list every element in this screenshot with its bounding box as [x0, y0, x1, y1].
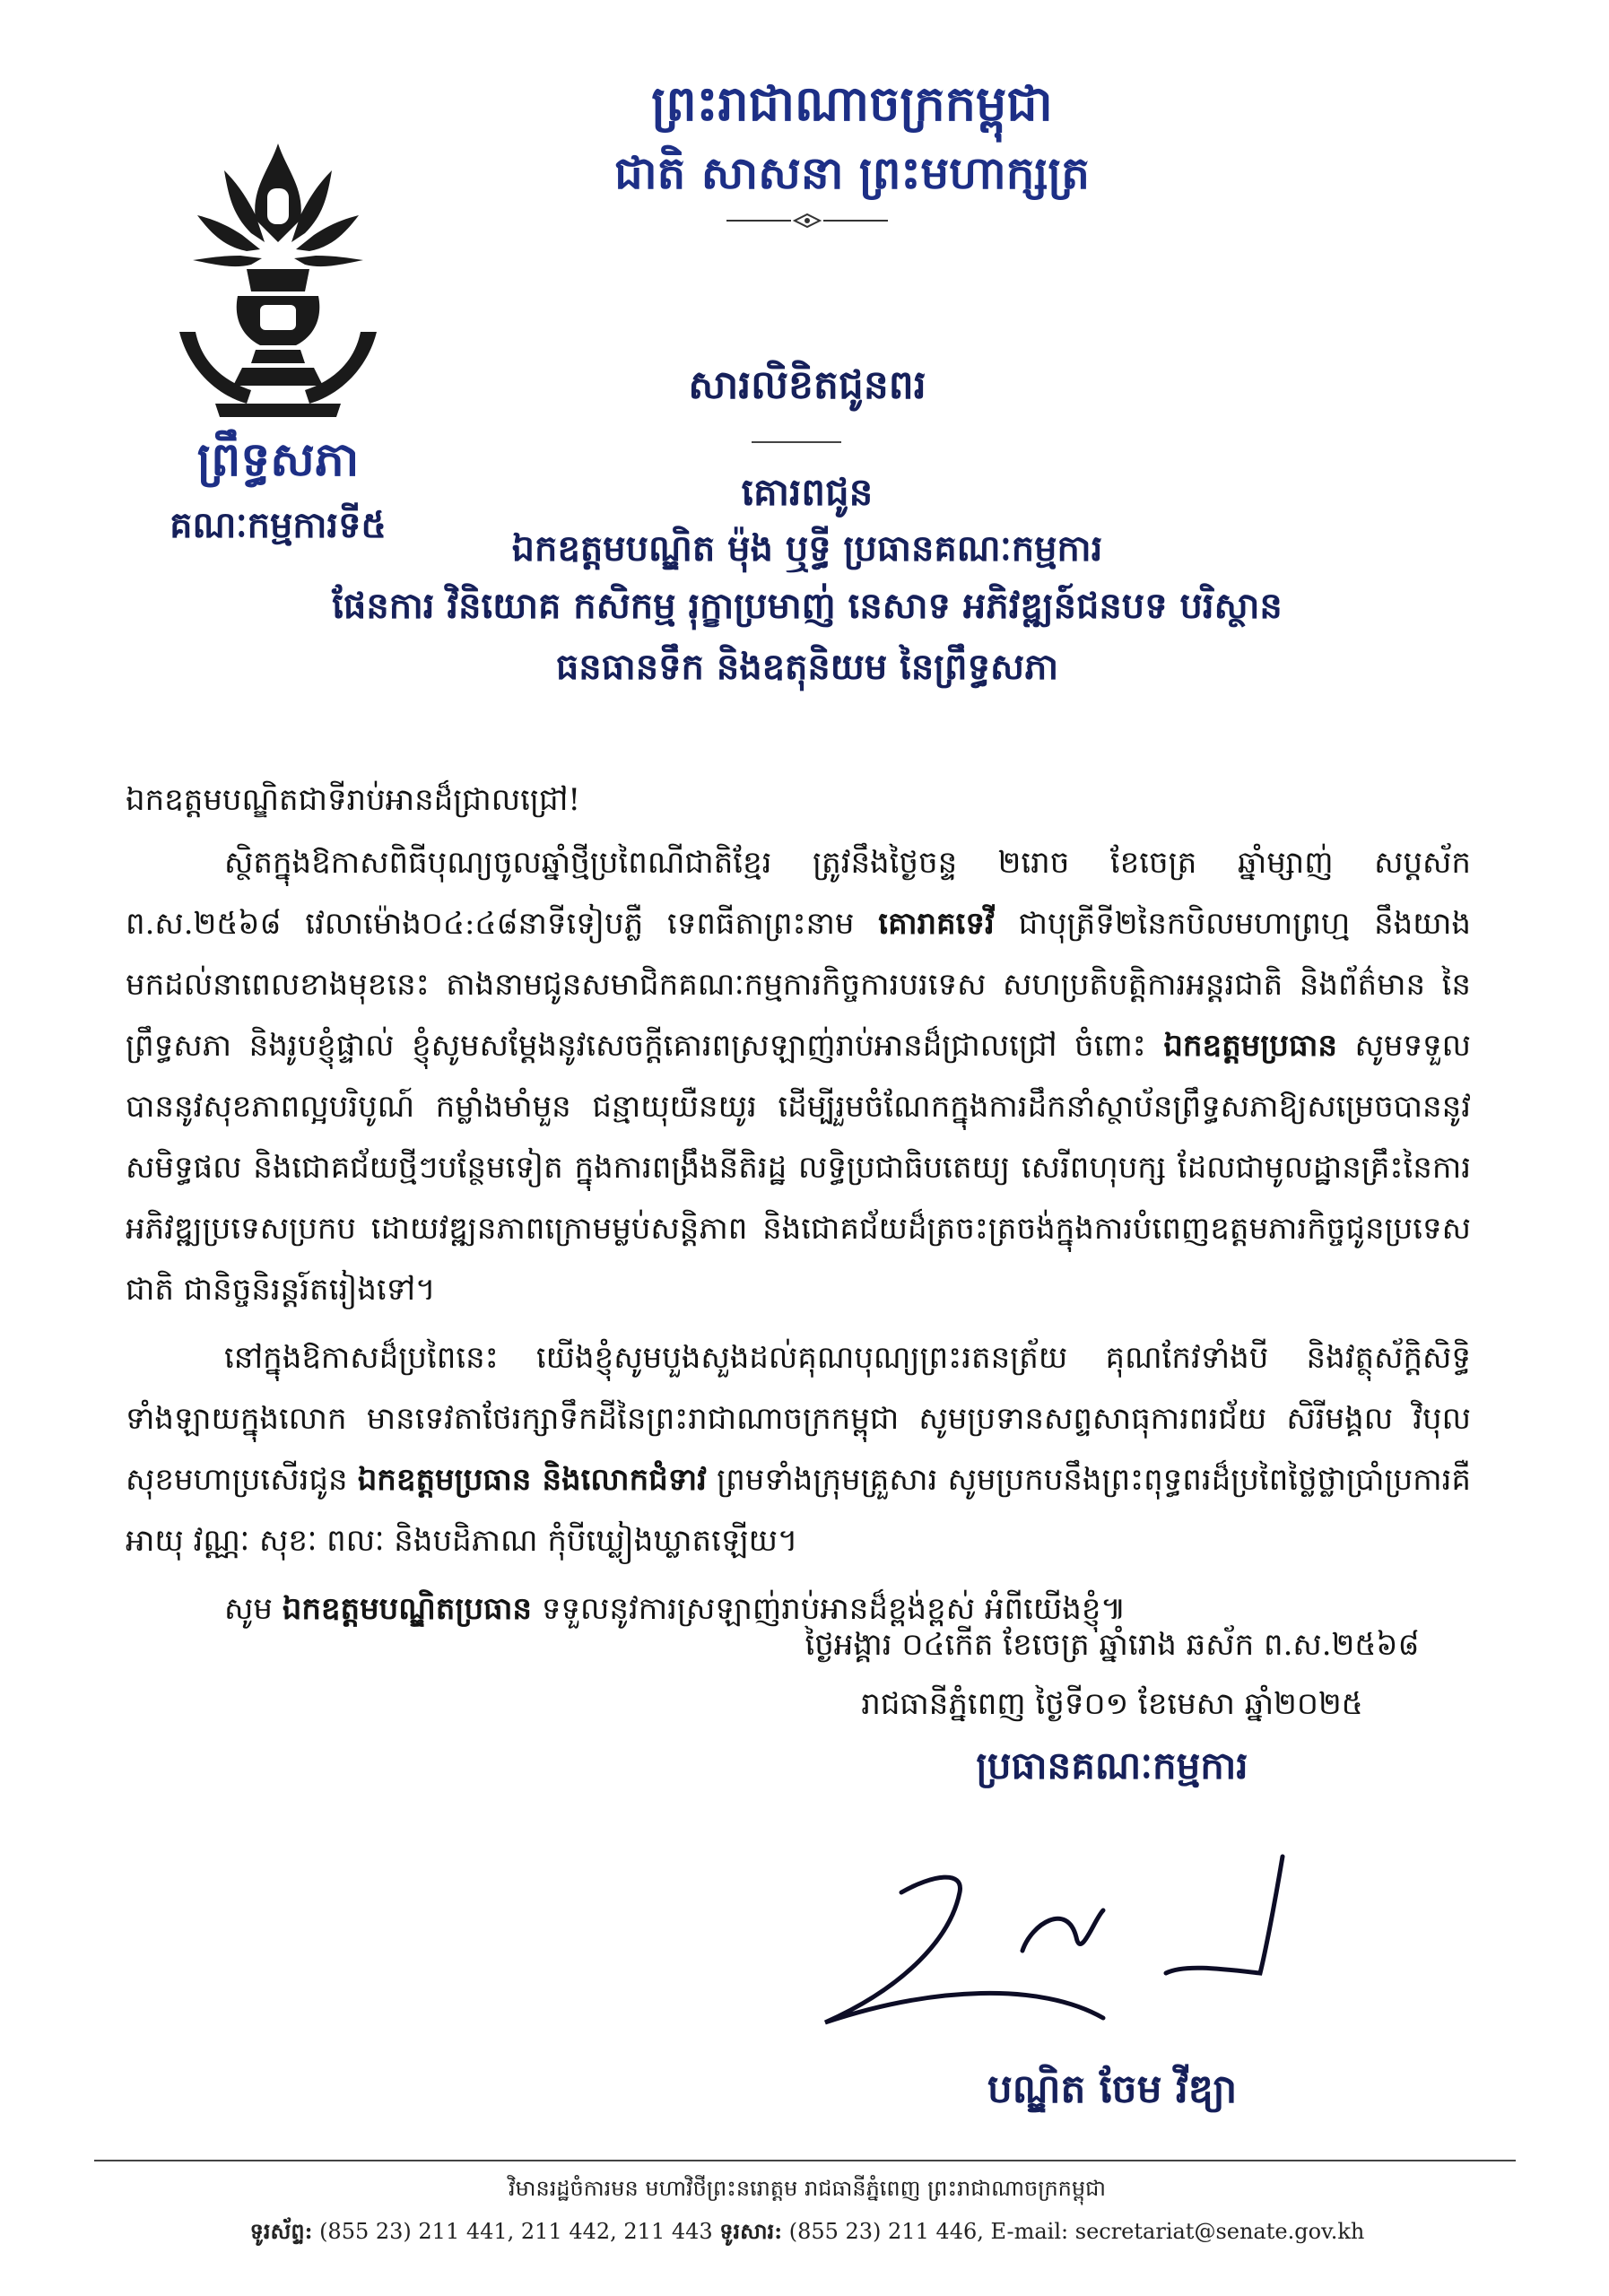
p1-recipient-ref: ឯកឧត្តមប្រធាន [1163, 1028, 1337, 1064]
p2-text-c: ព្រមទាំងក្រុមគ្រួសារ សូមប្រកបនឹងព្រះពុទ្ធពរដ៏ប្រពៃថ្លៃថ្លាប្រាំប្រការគឺ អាយុ វណ្ណៈ សុខៈ ពលៈ និងបដិភាណ កុំបីឃ្លៀងឃ្លាតឡើយ។ [126, 1462, 1471, 1559]
commission-name: គណៈកម្មការទី៥ [170, 504, 387, 546]
title-underline [752, 441, 841, 443]
footer-rule [94, 2160, 1516, 2161]
letter-type-title: សារលិខិតជូនពរ [688, 362, 926, 408]
paragraph-1 [126, 832, 1471, 1320]
signer-name: បណ្ឌិត ចែម វីឌ្យា [987, 2066, 1238, 2112]
fax-email: (855 23) 211 446, E-mail: secretariat@senate.gov.kh [782, 2219, 1365, 2244]
p2-text-a: នៅក្នុងឱកាសដ៏ប្រពៃនេះ យើងខ្ញុំសូមបួងសួងដល់គុណបុណ្យព្រះរតនត្រ័យ គុណកែវទាំងបី និងវត្ថុស័ក្តិសិទ្ធិទាំងឡាយក្នុងលោក មានទេវតាថែរក្សាទឹកដីនៃព្រះរាជាណាចក្រកម្ពុជា សូមប្រទានសព្ទសាធុការពរជ័យ សិរីមង្គល វិបុលសុខមហាប្រសើរជូន [126, 1340, 1471, 1498]
salutation: ឯកឧត្តមបណ្ឌិតជាទីរាប់អានដ៏ជ្រាលជ្រៅ! [126, 782, 581, 818]
fax-label: ទូរសារ: [719, 2218, 783, 2244]
p3-text-c: ទទួលនូវការស្រឡាញ់រាប់អានដ៏ខ្ពង់ខ្ពស់ អំពីយើងខ្ញុំ៕ [532, 1591, 1126, 1627]
senate-emblem-icon [161, 135, 395, 430]
date-lunar: ថ្ងៃអង្គារ ០៤កើត ខែចេត្រ ឆ្នាំរោង ឆស័ក ព.ស.២៥៦៨ [804, 1627, 1420, 1663]
phone-numbers: (855 23) 211 441, 211 442, 211 443 [312, 2219, 720, 2244]
recipient-line-2: ផែនការ វិនិយោគ កសិកម្ម រុក្ខាប្រមាញ់ នេសាទ អភិវឌ្ឍន៍ជនបទ បរិស្ថាន [332, 585, 1283, 627]
date-solar: រាជធានីភ្នំពេញ ថ្ងៃទី០១ ខែមេសា ឆ្នាំ២០២៥ [861, 1686, 1363, 1722]
paragraph-2 [126, 1327, 1471, 1571]
ornament-divider [726, 212, 888, 230]
p1-deity-name: គោរាគទេវី [878, 906, 995, 942]
footer-address: វិមានរដ្ឋចំការមន មហាវិថីព្រះនរោត្តម រាជធានីភ្នំពេញ ព្រះរាជាណាចក្រកម្ពុជា [508, 2176, 1106, 2201]
letter-body [126, 832, 1471, 1647]
recipient-line-1: ឯកឧត្តមបណ្ឌិត ម៉ុង ឬទ្ធី ប្រធានគណៈកម្មការ [511, 527, 1103, 570]
p3-text-a: សូម [224, 1591, 283, 1627]
institution-name: ព្រឹទ្ធសភា [196, 432, 360, 487]
phone-label: ទូរស័ព្ទ: [249, 2218, 313, 2244]
p1-text-c: ជាបុត្រីទី២នៃកបិលមហាព្រហ្ម នឹងយាងមកដល់នាពេលខាងមុខនេះ តាងនាមជូនសមាជិកគណៈកម្មការកិច្ចការបរទេស សហប្រតិបត្តិការអន្តរជាតិ និងព័ត៌មាន នៃព្រឹទ្ធសភា និងរូបខ្ញុំផ្ទាល់ ខ្ញុំសូមសម្តែងនូវសេចក្តីគោរពស្រឡាញ់រាប់អានដ៏ជ្រាលជ្រៅ ចំពោះ [126, 906, 1471, 1064]
p3-recipient-ref: ឯកឧត្តមបណ្ឌិតប្រធាន [282, 1591, 533, 1627]
p2-recipient-ref: ឯកឧត្តមប្រធាន និងលោកជំទាវ [357, 1462, 707, 1498]
p1-text-e: សូមទទួលបាននូវសុខភាពល្អបរិបូណ៍ កម្លាំងមាំមួន ជន្មាយុយឺនយូរ ដើម្បីរួមចំណែកក្នុងការដឹកនាំស្ថាប័នព្រឹទ្ធសភាឱ្យសម្រេចបាននូវសមិទ្ធផល និងជោគជ័យថ្មីៗបន្ថែមទៀត ក្នុងការពង្រឹងនីតិរដ្ឋ លទ្ធិប្រជាធិបតេយ្យ សេរីពហុបក្ស ដែលជាមូលដ្ឋានគ្រឹះនៃការអភិវឌ្ឍប្រទេសប្រកប ដោយវឌ្ឍនភាពក្រោមម្លប់សន្តិភាព និងជោគជ័យដ៏ត្រចះត្រចង់ក្នុងការបំពេញឧត្តមភារកិច្ចជូនប្រទេសជាតិ ជានិច្ចនិរន្តរ៍តរៀងទៅ។ [126, 1028, 1471, 1308]
respect-to: គោរពជូន [741, 470, 874, 514]
kingdom-heading: ព្រះរាជាណាចក្រកម្ពុជា [651, 74, 1053, 132]
signer-title: ប្រធានគណៈកម្មការ [976, 1744, 1248, 1787]
recipient-line-3: ធនធានទឹក និងឧតុនិយម នៃព្រឹទ្ធសភា [555, 646, 1059, 688]
motto-heading: ជាតិ សាសនា ព្រះមហាក្សត្រ [614, 146, 1090, 199]
handwritten-signature-icon [807, 1839, 1309, 2045]
footer-contact [135, 2213, 1480, 2249]
p1-text-a: ស្ថិតក្នុងឱកាសពិធីបុណ្យចូលឆ្នាំថ្មីប្រពៃណីជាតិខ្មែរ ត្រូវនឹងថ្ងៃចន្ទ ២រោច ខែចេត្រ ឆ្នាំម្សាញ់ សប្តស័ក ព.ស.២៥៦៨ វេលាម៉ោង០៤:៤៨នាទីទៀបភ្លឺ ទេពធីតាព្រះនាម [126, 845, 1471, 942]
